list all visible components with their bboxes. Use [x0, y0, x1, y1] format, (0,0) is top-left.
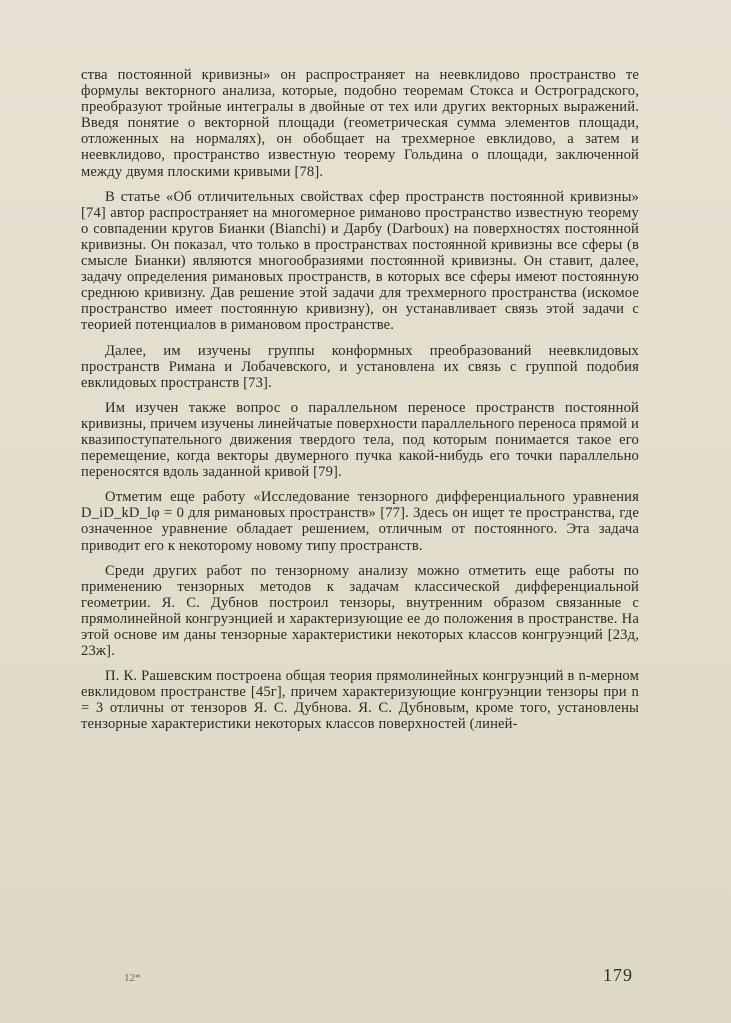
paragraph-6: Среди других работ по тензорному анализу можно отметить еще работы по применению тензорных методов к задачам классической дифференциальной геометрии. Я. С. Дубнов построил тензоры, внутренним образом связанные с прямолинейной конгруэнцией и характеризующие ее до положения в пространстве. На этой основе им даны тензорные характеристики некоторых классов конгруэнций [23д, 23ж]. — [81, 562, 639, 660]
printer-signature: 12* — [124, 972, 141, 984]
paragraph-7: П. К. Рашевским построена общая теория прямолинейных конгруэнций в n-мерном евклидовом пространстве [45г], причем характеризующие конгруэнции тензоры при n = 3 отличны от тензоров Я. С. Дубнова. Я. С. Дубновым, кроме того, установлены тензорные характеристики некоторых классов поверхностей (линей- — [81, 668, 639, 733]
body-text — [81, 67, 639, 742]
paragraph-1: ства постоянной кривизны» он распространяет на неевклидово пространство те формулы векторного анализа, которые, подобно теоремам Стокса и Остроградского, преобразуют тройные интегралы в двойные от тех или других векторных выражений. Введя понятие о векторной площади (геометрическая сумма элементов площади, отложенных на нормалях), он обобщает на трехмерное евклидово, а затем и неевклидово, пространство известную теорему Гольдина о площади, заключенной между двумя плоскими кривыми [78]. — [81, 67, 639, 180]
paragraph-3: Далее, им изучены группы конформных преобразований неевклидовых пространств Римана и Лобачевского, и установлена их связь с группой подобия евклидовых пространств [73]. — [81, 342, 639, 391]
paragraph-2: В статье «Об отличительных свойствах сфер пространств постоянной кривизны» [74] автор распространяет на многомерное риманово пространство известную теорему о совпадении кругов Бианки (Bianchi) и Дарбу (Darboux) на поверхностях постоянной кривизны. Он показал, что только в пространствах постоянной кривизны все сферы (в смысле Бианки) являются многообразиями постоянной кривизны. Он ставит, далее, задачу определения римановых пространств, в которых все сферы имеют постоянную среднюю кривизну. Дав решение этой задачи для трехмерного пространства (искомое пространство имеет постоянную кривизну), он устанавливает связь этой задачи с теорией потенциалов в римановом пространстве. — [81, 188, 639, 334]
paragraph-5: Отметим еще работу «Исследование тензорного дифференциального уравнения D_iD_kD_lφ = 0 для римановых пространств» [77]. Здесь он ищет те пространства, где означенное уравнение обладает решением, отличным от постоянного. Эта задача приводит его к некоторому новому типу пространств. — [81, 489, 639, 554]
paragraph-4: Им изучен также вопрос о параллельном переносе пространств постоянной кривизны, причем изучены линейчатые поверхности параллельного переноса прямой и квазипоступательного движения твердого тела, под которым понимается такое его перемещение, когда векторы двумерного пучка какой-нибудь его точки параллельно переносятся вдоль заданной кривой [79]. — [81, 399, 639, 481]
page-number: 179 — [603, 965, 633, 985]
